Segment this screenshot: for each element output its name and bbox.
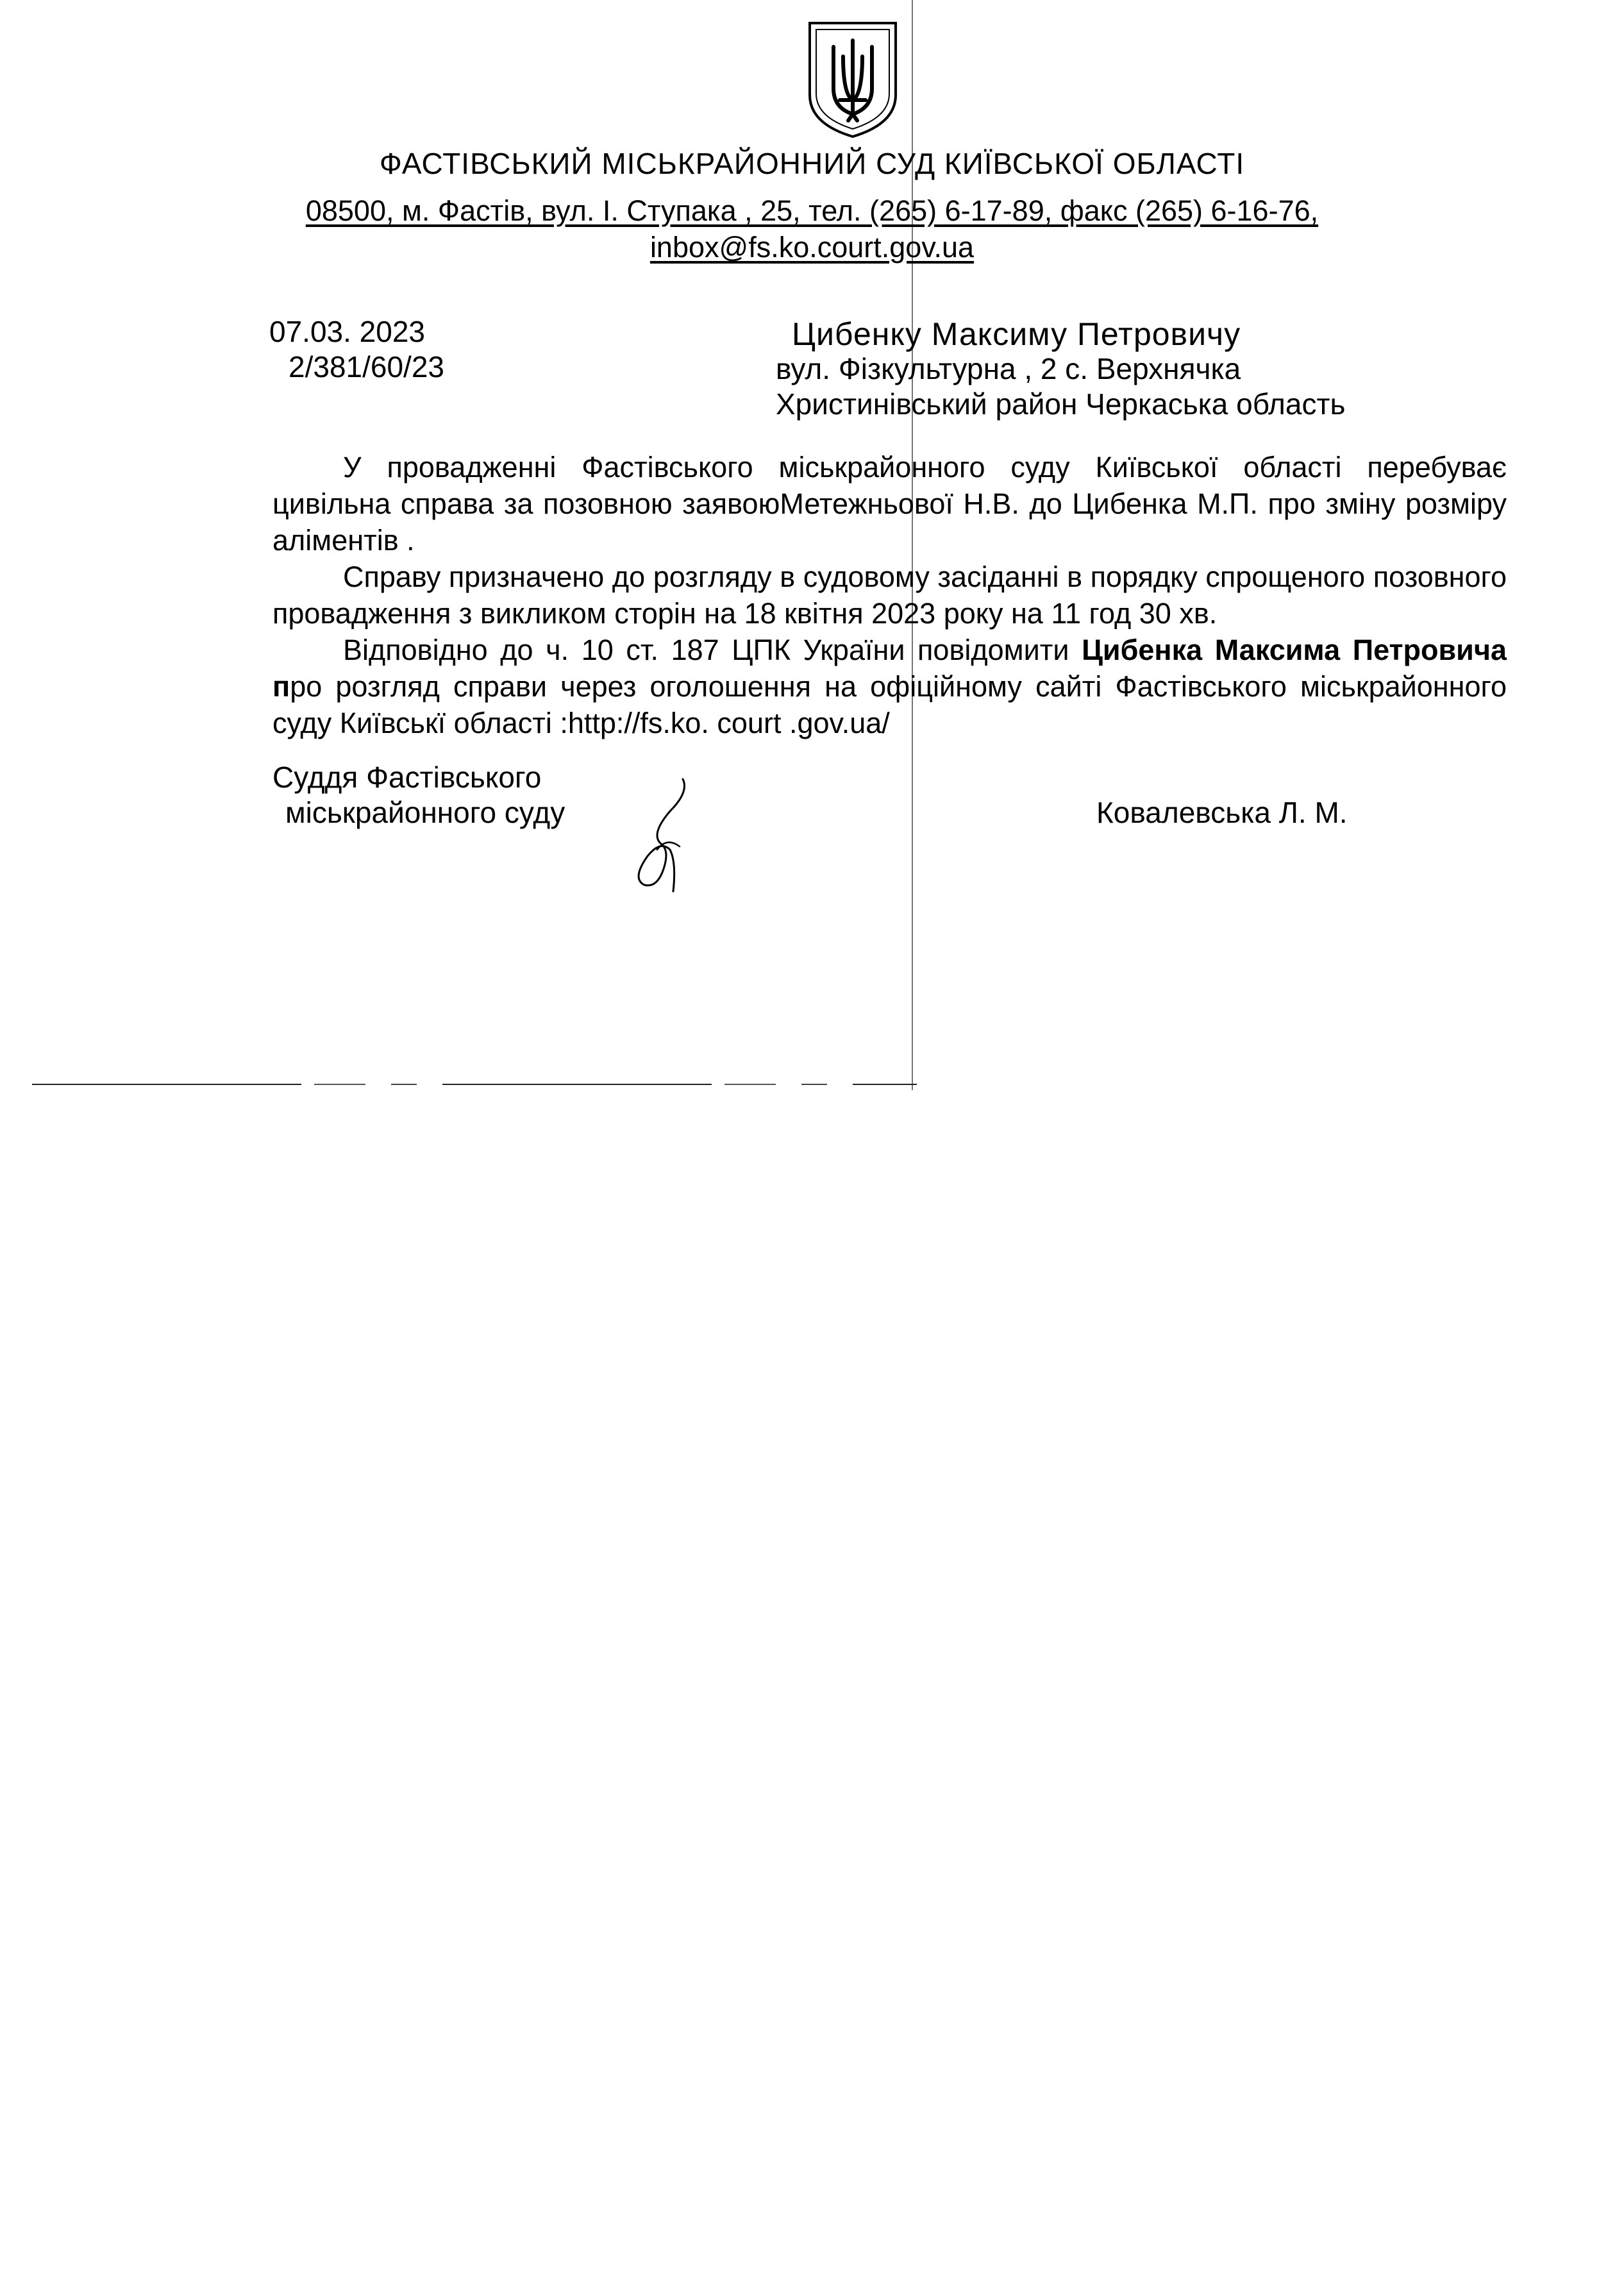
court-address: 08500, м. Фастів, вул. І. Ступака , 25, тел. (265) 6-17-89, факс (265) 6-16-76,	[305, 194, 1319, 227]
coat-of-arms-icon	[805, 18, 901, 140]
court-name: ФАСТІВСЬКИЙ МІСЬКРАЙОННИЙ СУД КИЇВСЬКОЇ ОБЛАСТІ	[379, 147, 1245, 180]
judge-name: Ковалевська Л. М.	[1096, 796, 1348, 829]
recipient-name: Цибенку Максиму Петровичу	[792, 316, 1241, 352]
court-email: inbox@fs.ko.court.gov.ua	[649, 231, 975, 264]
judge-title-line2: міськрайонного суду	[285, 796, 565, 829]
body-paragraph-1: У провадженні Фастівського міськрайонного суду Київської області перебуває цивільна справа за позовною заявоюМетежньової Н.В. до Цибенка М.П. про зміну розміру аліментів .	[272, 451, 1507, 557]
body-paragraph-3	[272, 632, 1507, 741]
letter-date: 07.03. 2023	[269, 315, 426, 348]
outgoing-number: 2/381/60/23	[289, 350, 445, 383]
recipient-address-line1: вул. Фізкультурна , 2 с. Верхнячка	[776, 352, 1241, 385]
judge-title-line1: Суддя Фастівського	[272, 761, 542, 794]
recipient-address-line2: Христинівський район Черкаська область	[776, 387, 1346, 421]
body-p3-start: Відповідно до ч. 10 ст. 187 ЦПК України повідомити	[343, 634, 1082, 666]
body-paragraph-2: Справу призначено до розгляду в судовому засіданні в порядку спрощеного позовного провадження з викликом сторін на 18 квітня 2023 року на 11 год 30 хв.	[272, 560, 1507, 630]
handwritten-signature	[625, 773, 702, 895]
bottom-rule	[32, 1084, 917, 1085]
letter-body	[272, 449, 1507, 741]
body-p3-end: ро розгляд справи через оголошення на офіційному сайті Фастівського міськрайонного суду Київськї області :http://fs.ko. court .gov.ua/	[272, 670, 1507, 739]
body-p3-bold-name: Цибенка Максима Петровича п	[272, 634, 1507, 703]
